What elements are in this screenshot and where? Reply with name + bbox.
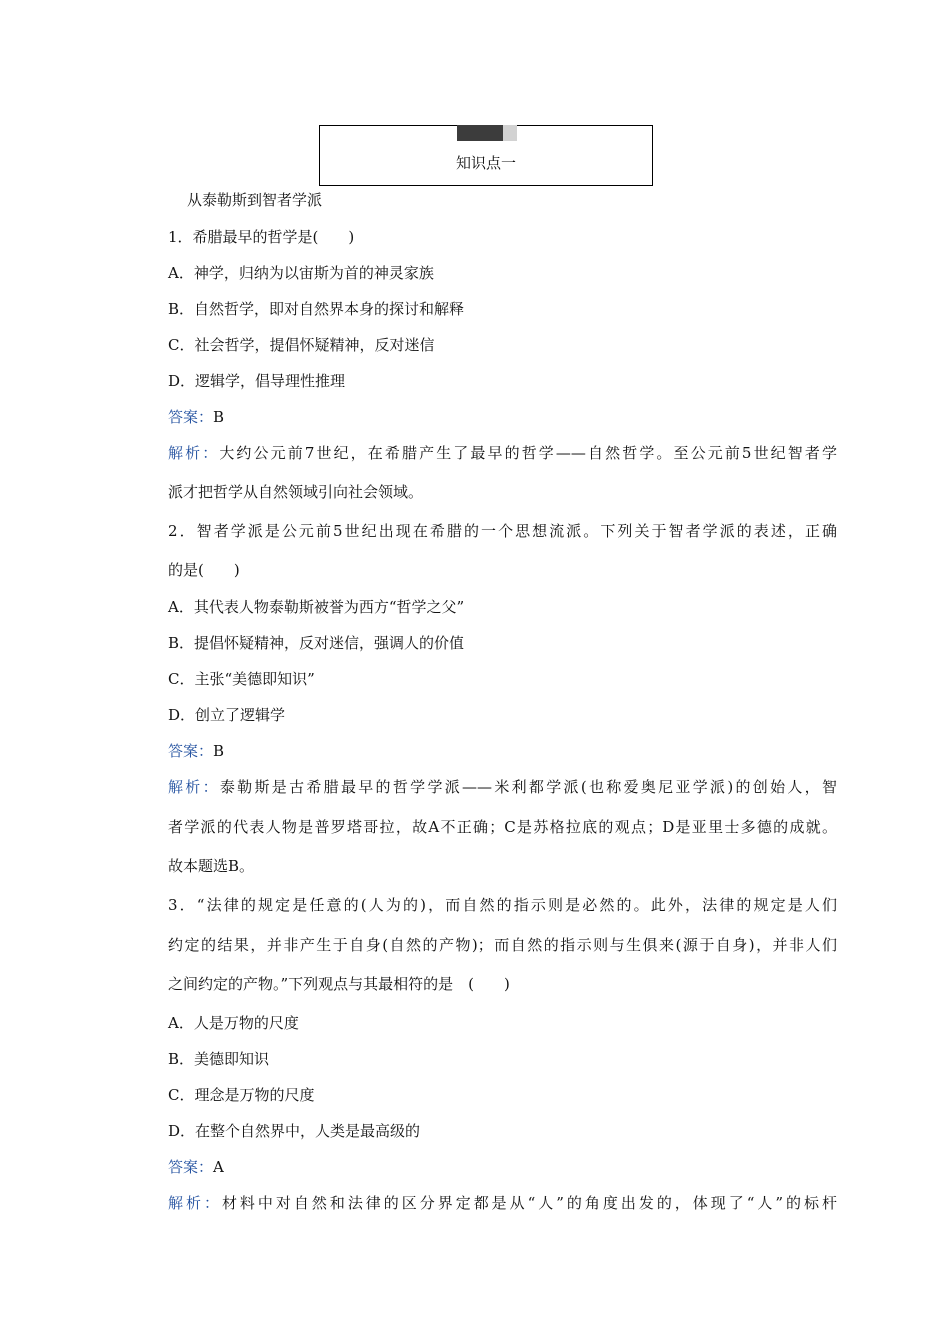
q3-stem-line1: 3．“法律的规定是任意的(人为的)，而自然的指示则是必然的。此外，法律的规定是人们 [168, 896, 837, 914]
tab-dark-segment [457, 125, 503, 141]
q1-option-d: D．逻辑学，倡导理性推理 [168, 372, 346, 390]
q1-analysis-text1: 大约公元前7世纪，在希腊产生了最早的哲学——自然哲学。至公元前5世纪智者学 [219, 444, 837, 462]
q3-option-a: A．人是万物的尺度 [168, 1014, 299, 1032]
q1-answer [168, 407, 224, 427]
q2-option-c: C．主张“美德即知识” [168, 670, 315, 688]
q3-analysis-label: 解析： [168, 1194, 222, 1212]
q1-option-a: A．神学，归纳为以宙斯为首的神灵家族 [168, 264, 434, 282]
q1-answer-value: B [213, 408, 225, 426]
q3-analysis-line1 [168, 1193, 837, 1213]
q3-stem-line2: 约定的结果，并非产生于自身(自然的产物)；而自然的指示则与生俱来(源于自身)，并非人们 [168, 936, 837, 954]
q1-analysis-label: 解析： [168, 444, 220, 462]
q1-answer-label: 答案： [168, 408, 214, 426]
q2-stem-line2: 的是( ) [168, 561, 240, 579]
q2-answer [168, 741, 224, 761]
q2-analysis-label: 解析： [168, 778, 220, 796]
q3-answer-value: A [213, 1158, 224, 1176]
q2-option-a: A．其代表人物泰勒斯被誉为西方“哲学之父” [168, 598, 465, 616]
q1-option-b: B．自然哲学，即对自然界本身的探讨和解释 [168, 300, 465, 318]
q2-analysis-line2: 者学派的代表人物是普罗塔哥拉，故A不正确；C是苏格拉底的观点；D是亚里士多德的成就。 [168, 818, 837, 836]
q2-analysis-line3: 故本题选B。 [168, 857, 255, 875]
section-label: 知识点一 [455, 154, 516, 172]
q3-stem-line3: 之间约定的产物。”下列观点与其最相符的是 ( ) [168, 975, 510, 993]
q2-option-d: D．创立了逻辑学 [168, 706, 286, 724]
q2-answer-value: B [213, 742, 225, 760]
q3-analysis-text1: 材料中对自然和法律的区分界定都是从“人”的角度出发的，体现了“人”的标杆 [221, 1194, 837, 1212]
q2-option-b: B．提倡怀疑精神，反对迷信，强调人的价值 [168, 634, 465, 652]
q2-answer-label: 答案： [168, 742, 214, 760]
q1-stem: 1．希腊最早的哲学是( ) [168, 228, 355, 246]
q3-option-b: B．美德即知识 [168, 1050, 270, 1068]
q2-analysis-line1 [168, 777, 837, 797]
q2-analysis-text1: 泰勒斯是古希腊最早的哲学学派——米利都学派(也称爱奥尼亚学派)的创始人，智 [219, 778, 837, 796]
section-header-box [319, 125, 653, 186]
section-tab-marker [457, 125, 517, 141]
section-subtitle: 从泰勒斯到智者学派 [187, 191, 323, 209]
q3-answer-label: 答案： [168, 1158, 214, 1176]
q3-option-d: D．在整个自然界中，人类是最高级的 [168, 1122, 421, 1140]
q2-stem-line1: 2．智者学派是公元前5世纪出现在希腊的一个思想流派。下列关于智者学派的表述，正确 [168, 522, 837, 540]
q3-option-c: C．理念是万物的尺度 [168, 1086, 315, 1104]
q3-answer [168, 1157, 224, 1177]
q1-analysis-line1 [168, 443, 837, 463]
q1-analysis-line2: 派才把哲学从自然领域引向社会领域。 [168, 483, 424, 501]
q1-option-c: C．社会哲学，提倡怀疑精神，反对迷信 [168, 336, 435, 354]
tab-light-segment [503, 125, 517, 141]
